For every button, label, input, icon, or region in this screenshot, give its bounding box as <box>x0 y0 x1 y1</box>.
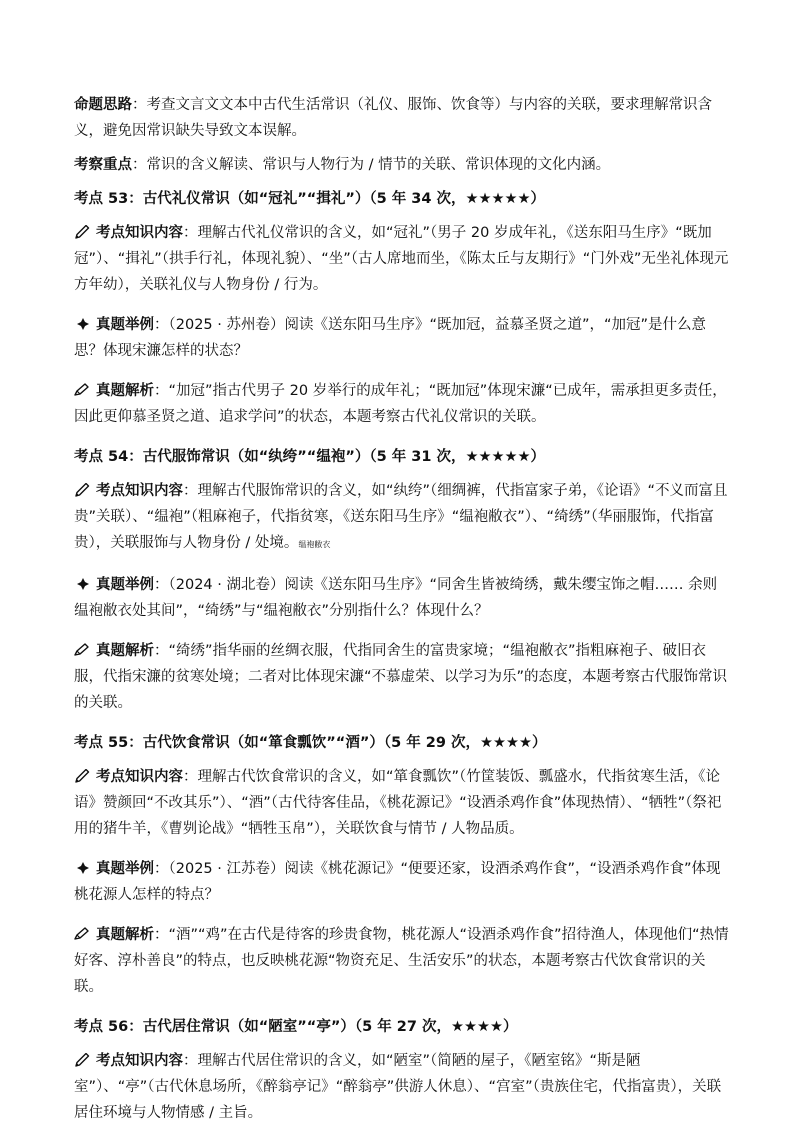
point-55-example-text: ：（2025 · 江苏卷）阅读《桃花源记》“便要还家，设酒杀鸡作食”，“设酒杀鸡作食”体现桃花源人怎样的特点？ <box>74 861 721 903</box>
point-55-analysis-text: ：“酒”“鸡”在古代是待客的珍贵食物，桃花源人“设酒杀鸡作食”招待渔人，体现他们“热情好客、淳朴善良”的特点，也反映桃花源“物资充足、生活安乐”的状态，本题考察古代饮食常识的关联。 <box>74 927 729 995</box>
point-56-heading: 考点 56：古代居住常识（如“陋室”“亭”）（5 年 27 次，★★★★） <box>74 1019 518 1035</box>
point-54-heading: 考点 54：古代服饰常识（如“纨绔”“缊袍”）（5 年 31 次，★★★★★） <box>74 449 546 465</box>
diamond-bullet-icon <box>74 577 92 591</box>
point-55-knowledge <box>74 764 729 842</box>
pencil-icon <box>74 225 92 239</box>
point-54-analysis <box>74 638 729 716</box>
point-53-example-text: ：（2025 · 苏州卷）阅读《送东阳马生序》“既加冠，益慕圣贤之道”，“加冠”是什么意思？体现宋濂怎样的状态？ <box>74 317 707 359</box>
pen-icon <box>74 643 92 657</box>
point-54-example-text: ：（2024 · 湖北卷）阅读《送东阳马生序》“同舍生皆被绮绣，戴朱缨宝饰之帽…… 余则缊袍敝衣处其间”，“绮绣”与“缊袍敝衣”分别指什么？体现什么？ <box>74 577 718 619</box>
diamond-bullet-icon <box>74 861 92 875</box>
document-page <box>74 92 729 1140</box>
point-53-heading: 考点 53：古代礼仪常识（如“冠礼”“揖礼”）（5 年 34 次，★★★★★） <box>74 191 546 207</box>
point-53-knowledge-text: ：理解古代礼仪常识的含义，如“冠礼”（男子 20 岁成年礼，《送东阳马生序》“既加冠”）、“揖礼”（拱手行礼，体现礼貌）、“坐”（古人席地而坐，《陈太丘与友期行》“门外戏”无坐礼体现元方年幼），关联礼仪与人物身份 / 行为。 <box>74 225 729 293</box>
point-56-knowledge-label: 考点知识内容 <box>96 1053 183 1069</box>
pen-icon <box>74 927 92 941</box>
point-55-example <box>74 856 729 908</box>
proposition-idea-label: 命题思路 <box>74 97 132 113</box>
point-55-example-label: 真题举例 <box>96 861 154 877</box>
point-53-example <box>74 312 729 364</box>
pencil-icon <box>74 1053 92 1067</box>
pencil-icon <box>74 769 92 783</box>
point-53-knowledge-label: 考点知识内容 <box>96 225 183 241</box>
point-54-knowledge-label: 考点知识内容 <box>96 483 183 499</box>
point-55-analysis-label: 真题解析 <box>96 927 154 943</box>
point-53-analysis-text: ：“加冠”指古代男子 20 岁举行的成年礼；“既加冠”体现宋濂“已成年，需承担更多责任，因此更仰慕圣贤之道、追求学问”的状态，本题考察古代礼仪常识的关联。 <box>74 383 727 425</box>
point-55-knowledge-label: 考点知识内容 <box>96 769 183 785</box>
point-53-knowledge <box>74 220 729 298</box>
point-54-example <box>74 572 729 624</box>
point-56-knowledge <box>74 1048 729 1126</box>
point-54-example-label: 真题举例 <box>96 577 154 593</box>
pen-icon <box>74 383 92 397</box>
point-53-analysis <box>74 378 729 430</box>
point-54-analysis-label: 真题解析 <box>96 643 154 659</box>
assessment-focus <box>74 152 729 178</box>
point-54-knowledge <box>74 478 729 558</box>
point-54-knowledge-text: ：理解古代服饰常识的含义，如“纨绔”（细绸裤，代指富家子弟，《论语》“不义而富且贵”关联）、“缊袍”（粗麻袍子，代指贫寒，《送东阳马生序》“缊袍敝衣”）、“绮绣”（华丽服饰，代指富贵），关联服饰与人物身份 / 处境。 <box>74 483 728 551</box>
point-53-example-label: 真题举例 <box>96 317 154 333</box>
point-54-knowledge-tail: 缊袍敝衣 <box>298 540 331 549</box>
assessment-focus-label: 考察重点 <box>74 157 132 173</box>
point-55-analysis <box>74 922 729 1000</box>
point-53-analysis-label: 真题解析 <box>96 383 154 399</box>
proposition-idea-text: ：考查文言文文本中古代生活常识（礼仪、服饰、饮食等）与内容的关联，要求理解常识含义，避免因常识缺失导致文本误解。 <box>74 97 712 139</box>
assessment-focus-text: ：常识的含义解读、常识与人物行为 / 情节的关联、常识体现的文化内涵。 <box>132 157 611 173</box>
point-56-knowledge-text: ：理解古代居住常识的含义，如“陋室”（简陋的屋子，《陋室铭》“斯是陋室”）、“亭”（古代休息场所，《醉翁亭记》“醉翁亭”供游人休息）、“宫室”（贵族住宅，代指富贵），关联居住环境与人物情感 / 主旨。 <box>74 1053 722 1121</box>
point-55-knowledge-text: ：理解古代饮食常识的含义，如“箪食瓢饮”（竹筐装饭、瓢盛水，代指贫寒生活，《论语》赞颜回“不改其乐”）、“酒”（古代待客佳品，《桃花源记》“设酒杀鸡作食”体现热情）、“牺牲”（祭祀用的猪牛羊，《曹刿论战》“牺牲玉帛”），关联饮食与情节 / 人物品质。 <box>74 769 722 837</box>
point-54-analysis-text: ：“绮绣”指华丽的丝绸衣服，代指同舍生的富贵家境；“缊袍敝衣”指粗麻袍子、破旧衣服，代指宋濂的贫寒处境；二者对比体现宋濂“不慕虚荣、以学习为乐”的态度，本题考察古代服饰常识的关联。 <box>74 643 728 711</box>
proposition-idea <box>74 92 729 144</box>
point-55-heading: 考点 55：古代饮食常识（如“箪食瓢饮”“酒”）（5 年 29 次，★★★★） <box>74 735 547 751</box>
pencil-icon <box>74 483 92 497</box>
diamond-bullet-icon <box>74 317 92 331</box>
